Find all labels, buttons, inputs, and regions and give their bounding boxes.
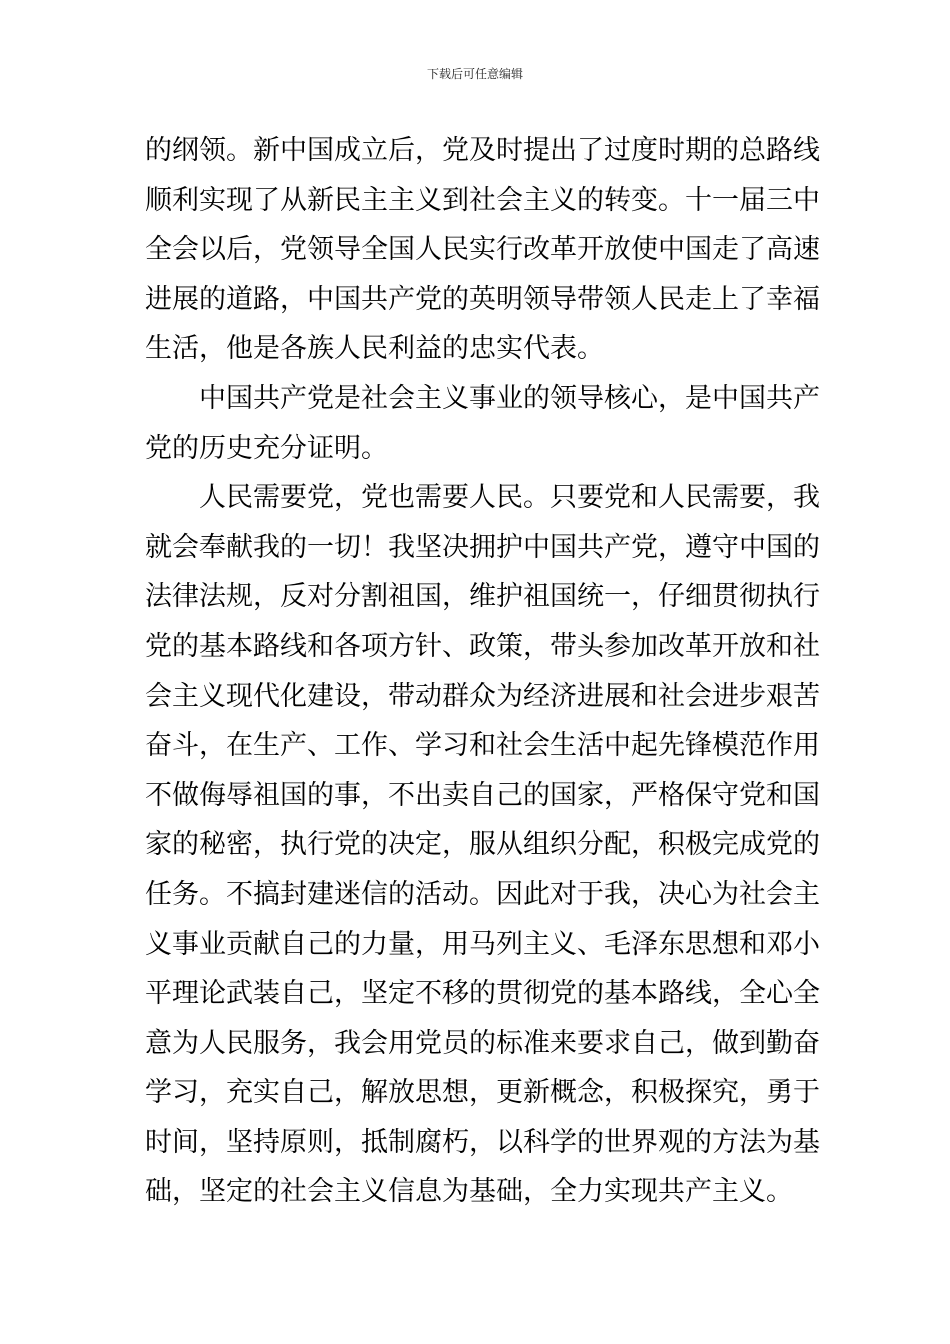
- text-line: 生活，他是各族人民利益的忠实代表。: [145, 333, 604, 365]
- document-body: [145, 126, 820, 1217]
- text-line: 础，坚定的社会主义信息为基础，全力实现共产主义。: [145, 1176, 793, 1208]
- text-line: 学习，充实自己，解放思想，更新概念，积极探究，勇于: [145, 1077, 820, 1109]
- text-line: 奋斗，在生产、工作、学习和社会生活中起先锋模范作用: [145, 730, 820, 762]
- text-line: 家的秘密，执行党的决定，服从组织分配，积极完成党的: [145, 829, 820, 861]
- page-header: 下载后可任意编辑: [426, 67, 523, 81]
- text-line: 不做侮辱祖国的事，不出卖自己的国家，严格保守党和国: [145, 779, 820, 811]
- text-line: 党的基本路线和各项方针、政策，带头参加改革开放和社: [145, 630, 820, 662]
- text-line: 顺利实现了从新民主主义到社会主义的转变。十一届三中: [145, 184, 820, 216]
- text-line: 人民需要党，党也需要人民。只要党和人民需要，我: [145, 482, 820, 514]
- text-line: 时间，坚持原则，抵制腐朽，以科学的世界观的方法为基: [145, 1126, 820, 1158]
- text-line: 义事业贡献自己的力量，用马列主义、毛泽东思想和邓小: [145, 928, 820, 960]
- text-line: 中国共产党是社会主义事业的领导核心，是中国共产: [145, 382, 820, 414]
- text-line: 法律法规，反对分割祖国，维护祖国统一，仔细贯彻执行: [145, 581, 820, 613]
- text-line: 全会以后，党领导全国人民实行改革开放使中国走了高速: [145, 234, 820, 266]
- text-line: 会主义现代化建设，带动群众为经济进展和社会进步艰苦: [145, 680, 820, 712]
- text-line: 党的历史充分证明。: [145, 432, 388, 464]
- text-line: 进展的道路，中国共产党的英明领导带领人民走上了幸福: [145, 283, 820, 315]
- text-line: 任务。不搞封建迷信的活动。因此对于我，决心为社会主: [145, 878, 820, 910]
- text-line: 平理论武装自己，坚定不移的贯彻党的基本路线，全心全: [145, 978, 820, 1010]
- text-line: 意为人民服务，我会用党员的标准来要求自己，做到勤奋: [145, 1027, 820, 1059]
- text-line: 的纲领。新中国成立后，党及时提出了过度时期的总路线: [145, 135, 820, 166]
- text-line: 就会奉献我的一切！我坚决拥护中国共产党，遵守中国的: [145, 531, 820, 563]
